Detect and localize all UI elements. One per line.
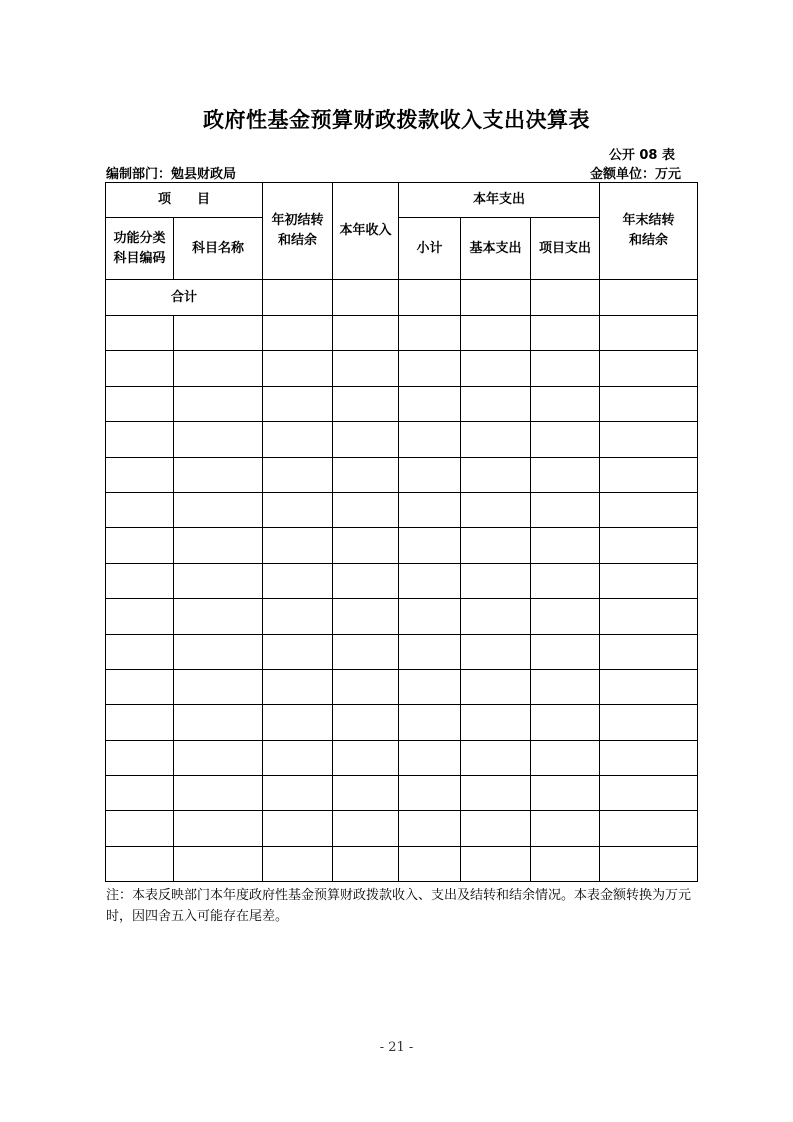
table-row bbox=[106, 811, 698, 846]
header-item: 项 目 bbox=[106, 183, 263, 218]
header-income: 本年收入 bbox=[333, 183, 399, 280]
table-cell bbox=[461, 811, 531, 846]
table-row bbox=[106, 457, 698, 492]
table-cell bbox=[531, 669, 600, 704]
table-cell bbox=[461, 634, 531, 669]
table-cell bbox=[461, 492, 531, 527]
table-cell bbox=[106, 316, 174, 351]
page-title: 政府性基金预算财政拨款收入支出决算表 bbox=[203, 108, 590, 132]
table-cell bbox=[531, 811, 600, 846]
table-row bbox=[106, 634, 698, 669]
table-cell bbox=[106, 846, 174, 881]
table-cell bbox=[333, 386, 399, 421]
table-cell bbox=[600, 634, 698, 669]
table-cell bbox=[600, 386, 698, 421]
table-cell bbox=[399, 492, 461, 527]
table-cell bbox=[531, 599, 600, 634]
table-cell bbox=[399, 669, 461, 704]
table-cell bbox=[600, 316, 698, 351]
table-cell bbox=[174, 422, 263, 457]
table-cell bbox=[600, 528, 698, 563]
table-cell bbox=[461, 422, 531, 457]
table-cell bbox=[399, 811, 461, 846]
table-cell bbox=[333, 457, 399, 492]
table-cell bbox=[399, 386, 461, 421]
table-cell bbox=[461, 457, 531, 492]
table-cell bbox=[333, 705, 399, 740]
table-cell bbox=[174, 457, 263, 492]
table-cell bbox=[333, 422, 399, 457]
table-cell bbox=[531, 705, 600, 740]
table-cell bbox=[333, 811, 399, 846]
table-cell bbox=[461, 705, 531, 740]
table-cell bbox=[531, 492, 600, 527]
table-cell bbox=[263, 705, 333, 740]
table-cell bbox=[263, 280, 333, 316]
table-cell bbox=[263, 457, 333, 492]
table-cell bbox=[399, 740, 461, 775]
table-cell bbox=[333, 563, 399, 598]
header-closing-balance: 年末结转和结余 bbox=[600, 183, 698, 280]
table-cell bbox=[333, 740, 399, 775]
table-cell bbox=[600, 457, 698, 492]
table-cell bbox=[399, 457, 461, 492]
table-cell bbox=[174, 634, 263, 669]
table-cell bbox=[531, 280, 600, 316]
table-cell bbox=[174, 811, 263, 846]
table-cell bbox=[263, 811, 333, 846]
table-row bbox=[106, 386, 698, 421]
table-cell bbox=[531, 846, 600, 881]
table-cell bbox=[461, 351, 531, 386]
table-cell bbox=[461, 669, 531, 704]
table-cell bbox=[531, 776, 600, 811]
table-cell bbox=[106, 563, 174, 598]
table-cell bbox=[600, 422, 698, 457]
table-cell bbox=[174, 705, 263, 740]
table-cell bbox=[263, 776, 333, 811]
table-cell bbox=[600, 846, 698, 881]
table-cell bbox=[263, 634, 333, 669]
table-cell bbox=[174, 776, 263, 811]
table-row bbox=[106, 316, 698, 351]
table-cell bbox=[600, 563, 698, 598]
table-cell bbox=[531, 740, 600, 775]
page-number: - 21 - bbox=[379, 1040, 414, 1055]
table-cell bbox=[399, 776, 461, 811]
table-cell bbox=[106, 811, 174, 846]
table-cell bbox=[399, 846, 461, 881]
table-cell bbox=[174, 740, 263, 775]
table-row bbox=[106, 422, 698, 457]
header-subject-name: 科目名称 bbox=[174, 218, 263, 280]
table-cell bbox=[263, 669, 333, 704]
unit-label: 金额单位：万元 bbox=[589, 167, 681, 182]
table-cell bbox=[399, 351, 461, 386]
table-cell bbox=[531, 634, 600, 669]
table-cell bbox=[399, 634, 461, 669]
table-cell bbox=[333, 634, 399, 669]
table-cell bbox=[600, 492, 698, 527]
budget-table bbox=[105, 182, 698, 882]
table-cell bbox=[600, 776, 698, 811]
table-cell bbox=[531, 528, 600, 563]
table-cell bbox=[461, 386, 531, 421]
table-cell bbox=[333, 280, 399, 316]
table-cell bbox=[263, 351, 333, 386]
table-cell bbox=[600, 351, 698, 386]
table-cell bbox=[531, 386, 600, 421]
table-cell bbox=[333, 776, 399, 811]
table-cell bbox=[531, 457, 600, 492]
table-cell bbox=[106, 386, 174, 421]
table-cell bbox=[106, 634, 174, 669]
table-cell bbox=[263, 386, 333, 421]
table-cell bbox=[531, 422, 600, 457]
table-cell bbox=[106, 599, 174, 634]
table-cell bbox=[263, 316, 333, 351]
total-row bbox=[106, 280, 698, 316]
table-cell bbox=[600, 705, 698, 740]
table-cell bbox=[600, 740, 698, 775]
header-basic: 基本支出 bbox=[461, 218, 531, 280]
table-cell bbox=[174, 386, 263, 421]
header-opening-balance: 年初结转和结余 bbox=[263, 183, 333, 280]
table-cell bbox=[461, 740, 531, 775]
table-cell bbox=[106, 776, 174, 811]
table-cell bbox=[399, 563, 461, 598]
table-row bbox=[106, 492, 698, 527]
table-cell bbox=[174, 351, 263, 386]
header-subtotal: 小计 bbox=[399, 218, 461, 280]
form-number: 公开 08 表 bbox=[608, 148, 675, 163]
table-cell bbox=[263, 563, 333, 598]
table-cell bbox=[174, 846, 263, 881]
table-row bbox=[106, 705, 698, 740]
table-cell bbox=[600, 669, 698, 704]
table-cell bbox=[333, 669, 399, 704]
footnote: 注：本表反映部门本年度政府性基金预算财政拨款收入、支出及结转和结余情况。本表金额转换为万元时，因四舍五入可能存在尾差。 bbox=[106, 888, 692, 924]
table-cell bbox=[174, 492, 263, 527]
table-cell bbox=[600, 599, 698, 634]
header-expenditure: 本年支出 bbox=[399, 183, 600, 218]
table-cell bbox=[333, 316, 399, 351]
table-cell bbox=[531, 563, 600, 598]
table-cell bbox=[106, 492, 174, 527]
table-cell bbox=[106, 740, 174, 775]
total-label: 合计 bbox=[106, 280, 263, 316]
table-cell bbox=[174, 316, 263, 351]
table-cell bbox=[399, 280, 461, 316]
table-row bbox=[106, 846, 698, 881]
table-cell bbox=[461, 599, 531, 634]
table-cell bbox=[263, 492, 333, 527]
department-label: 编制部门：勉县财政局 bbox=[106, 167, 237, 182]
table-cell bbox=[106, 457, 174, 492]
table-row bbox=[106, 528, 698, 563]
table-cell bbox=[399, 705, 461, 740]
table-cell bbox=[600, 280, 698, 316]
table-cell bbox=[174, 599, 263, 634]
table-row bbox=[106, 351, 698, 386]
table-cell bbox=[106, 422, 174, 457]
table-cell bbox=[461, 316, 531, 351]
table-cell bbox=[333, 599, 399, 634]
table-cell bbox=[461, 563, 531, 598]
table-cell bbox=[399, 528, 461, 563]
table-row bbox=[106, 776, 698, 811]
table-cell bbox=[399, 599, 461, 634]
header-project: 项目支出 bbox=[531, 218, 600, 280]
table-cell bbox=[399, 422, 461, 457]
table-cell bbox=[531, 316, 600, 351]
table-cell bbox=[174, 669, 263, 704]
table-cell bbox=[333, 528, 399, 563]
table-cell bbox=[106, 669, 174, 704]
table-cell bbox=[174, 563, 263, 598]
table-row bbox=[106, 599, 698, 634]
table-cell bbox=[174, 528, 263, 563]
table-cell bbox=[106, 528, 174, 563]
table-cell bbox=[106, 351, 174, 386]
table-cell bbox=[263, 422, 333, 457]
table-cell bbox=[263, 846, 333, 881]
table-cell bbox=[461, 776, 531, 811]
table-cell bbox=[531, 351, 600, 386]
table-cell bbox=[333, 492, 399, 527]
table-cell bbox=[263, 528, 333, 563]
table-row bbox=[106, 740, 698, 775]
table-row bbox=[106, 563, 698, 598]
table-cell bbox=[399, 316, 461, 351]
header-func-code: 功能分类科目编码 bbox=[106, 218, 174, 280]
table-cell bbox=[461, 846, 531, 881]
table-cell bbox=[106, 705, 174, 740]
table-cell bbox=[333, 351, 399, 386]
table-cell bbox=[461, 528, 531, 563]
table-cell bbox=[600, 811, 698, 846]
table-row bbox=[106, 669, 698, 704]
table-cell bbox=[461, 280, 531, 316]
table-cell bbox=[263, 599, 333, 634]
table-cell bbox=[333, 846, 399, 881]
table-cell bbox=[263, 740, 333, 775]
